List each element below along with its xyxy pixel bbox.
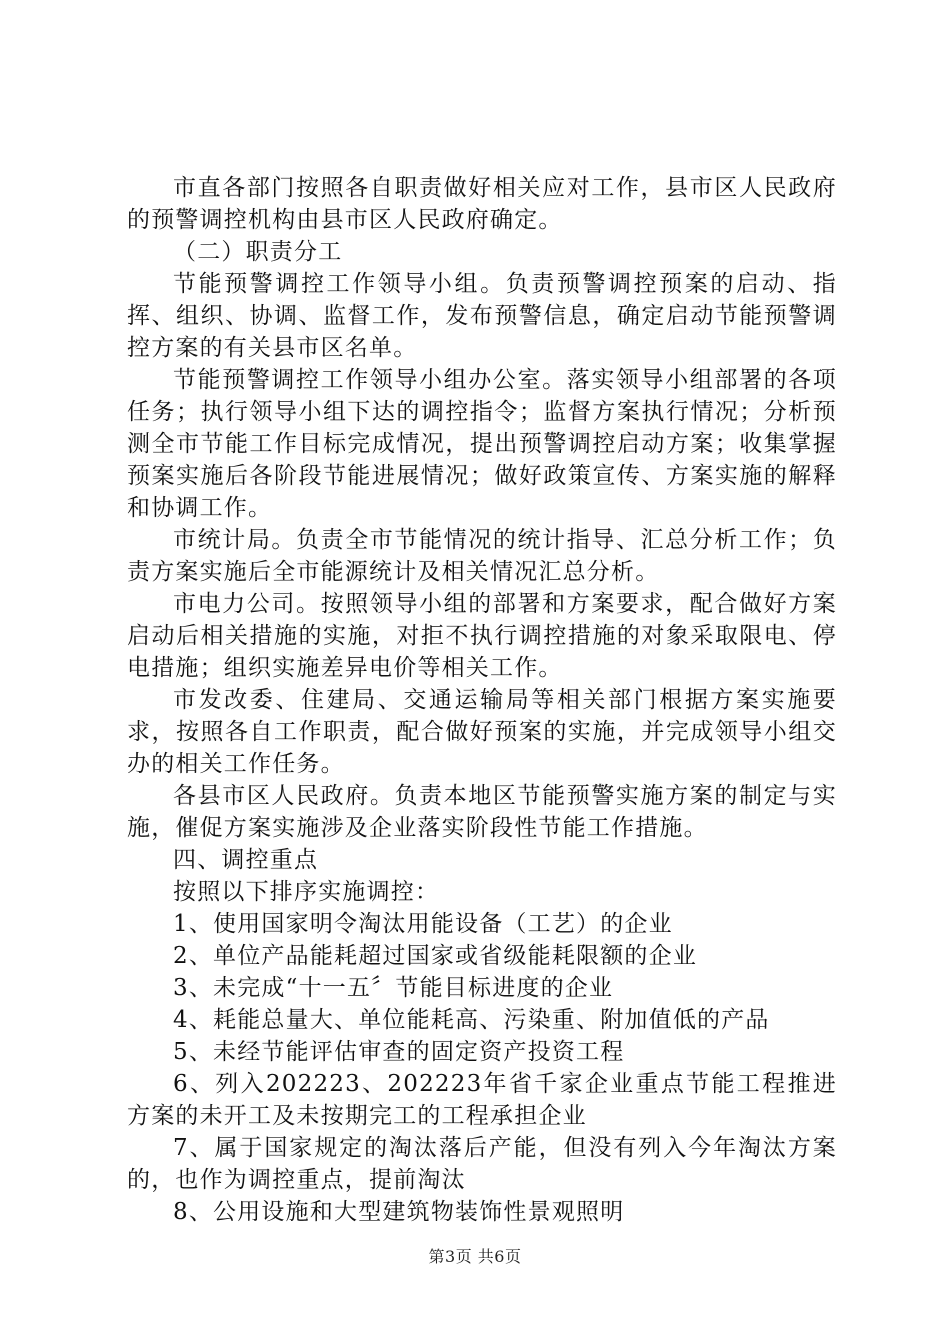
paragraph-order-intro: 按照以下排序实施调控： — [173, 879, 440, 905]
paragraph-statistics-bureau: 市统计局。负责全市节能情况的统计指导、汇总分析工作；负责方案实施后全市能源统计及相关情况汇总分析。 — [127, 527, 837, 585]
list-item: 4、耗能总量大、单位能耗高、污染重、附加值低的产品 — [173, 1007, 770, 1033]
paragraph-related-departments: 市发改委、住建局、交通运输局等相关部门根据方案实施要求，按照各自工作职责，配合做好预案的实施，并完成领导小组交办的相关工作任务。 — [127, 687, 837, 777]
paragraph-leading-group-office: 节能预警调控工作领导小组办公室。落实领导小组部署的各项任务；执行领导小组下达的调控指令；监督方案执行情况；分析预测全市节能工作目标完成情况，提出预警调控启动方案；收集掌握预案实施后各阶段节能进展情况；做好政策宣传、方案实施的解释和协调工作。 — [127, 367, 837, 521]
section-heading-responsibilities: （二）职责分工 — [173, 239, 343, 265]
document-body — [127, 172, 837, 1228]
list-item: 6、列入202223、202223年省千家企业重点节能工程推进方案的未开工及未按期完工的工程承担企业 — [127, 1071, 837, 1129]
paragraph-leading-group: 节能预警调控工作领导小组。负责预警调控预案的启动、指挥、组织、协调、监督工作，发布预警信息，确定启动节能预警调控方案的有关县市区名单。 — [127, 271, 837, 361]
paragraph-municipal-departments: 市直各部门按照各自职责做好相关应对工作，县市区人民政府的预警调控机构由县市区人民政府确定。 — [127, 175, 837, 233]
list-item: 2、单位产品能耗超过国家或省级能耗限额的企业 — [173, 943, 698, 969]
list-item: 1、使用国家明令淘汰用能设备（工艺）的企业 — [173, 911, 673, 937]
section-heading-control-focus: 四、调控重点 — [173, 847, 319, 873]
list-item: 8、公用设施和大型建筑物装饰性景观照明 — [173, 1199, 625, 1225]
list-item: 7、属于国家规定的淘汰落后产能，但没有列入今年淘汰方案的，也作为调控重点，提前淘汰 — [127, 1135, 837, 1193]
paragraph-power-company: 市电力公司。按照领导小组的部署和方案要求，配合做好方案启动后相关措施的实施，对拒不执行调控措施的对象采取限电、停电措施；组织实施差异电价等相关工作。 — [127, 591, 837, 681]
list-item: 3、未完成“十一五〞节能目标进度的企业 — [173, 975, 614, 1001]
page-footer: 第3页 共6页 — [428, 1247, 522, 1266]
paragraph-county-governments: 各县市区人民政府。负责本地区节能预警实施方案的制定与实施，催促方案实施涉及企业落实阶段性节能工作措施。 — [127, 783, 837, 841]
list-item: 5、未经节能评估审查的固定资产投资工程 — [173, 1039, 625, 1065]
